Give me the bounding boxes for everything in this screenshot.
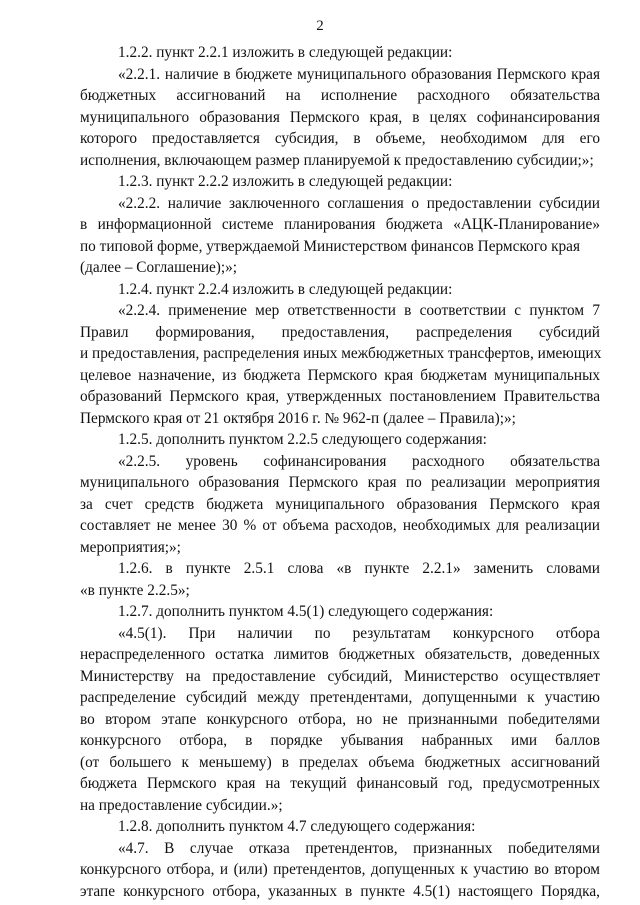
text-line: муниципального образования Пермского края, в целях софинансирования: [80, 108, 600, 126]
text-line: «2.2.1. наличие в бюджете муниципального образования Пермского края: [118, 65, 600, 83]
text-line: «2.2.2. наличие заключенного соглашения о предоставлении субсидии: [118, 194, 600, 212]
text-line: этапе конкурсного отбора, указанных в пункте 4.5(1) настоящего Порядка,: [80, 882, 600, 900]
text-line: целевое назначение, из бюджета Пермского края бюджетам муниципальных: [80, 366, 600, 384]
text-line: и предоставления, распределения иных межбюджетных трансфертов, имеющих: [80, 345, 602, 362]
text-line: бюджетных ассигнований на исполнение расходного обязательства: [80, 87, 600, 104]
text-line: конкурсного отбора, и (или) претендентов, допущенных к участию во втором: [80, 861, 600, 878]
text-line: 1.2.8. дополнить пунктом 4.7 следующего содержания:: [118, 818, 476, 835]
document-body: [80, 42, 600, 902]
text-line: «4.5(1). При наличии по результатам конкурсного отбора: [118, 624, 600, 642]
text-line: (далее – Соглашение);»;: [80, 259, 238, 276]
text-line: на предоставление субсидии.»;: [80, 796, 283, 814]
text-line: образований Пермского края, утвержденных постановлением Правительства: [80, 388, 600, 405]
text-line: за счет средств бюджета муниципального образования Пермского края: [80, 495, 600, 513]
text-line: 1.2.7. дополнить пунктом 4.5(1) следующего содержания:: [118, 603, 494, 620]
text-line: в информационной системе планирования бюджета «АЦК-Планирование»: [80, 216, 600, 233]
page-number: 2: [316, 18, 324, 34]
text-line: Правил формирования, предоставления, распределения субсидий: [80, 323, 600, 341]
text-line: (от большего к меньшему) в пределах объема бюджетных ассигнований: [80, 753, 600, 771]
text-line: 1.2.2. пункт 2.2.1 изложить в следующей редакции:: [118, 44, 453, 61]
text-line: «в пункте 2.2.5»;: [80, 581, 190, 599]
text-line: Пермского края от 21 октября 2016 г. № 962-п (далее – Правила);»;: [80, 409, 516, 427]
text-line: «2.2.4. применение мер ответственности в соответствии с пунктом 7: [118, 302, 600, 319]
text-line: конкурсного отбора, в порядке убывания набранных ими баллов: [80, 732, 600, 749]
text-line: 1.2.4. пункт 2.2.4 изложить в следующей редакции:: [118, 280, 453, 298]
text-line: муниципального образования Пермского края по реализации мероприятия: [80, 474, 600, 491]
text-line: бюджета Пермского края на текущий финансовый год, предусмотренных: [80, 775, 600, 792]
text-line: исполнения, включающем размер планируемой к предоставлению субсидии;»;: [80, 151, 594, 169]
text-line: «2.2.5. уровень софинансирования расходного обязательства: [118, 452, 600, 470]
text-line: нераспределенного остатка лимитов бюджетных обязательств, доведенных: [80, 646, 600, 663]
text-line: распределение субсидий между претендентами, допущенными к участию: [80, 689, 600, 706]
text-line: составляет не менее 30 % от объема расходов, необходимых для реализации: [80, 517, 600, 534]
text-line: по типовой форме, утверждаемой Министерством финансов Пермского края: [80, 237, 580, 255]
text-line: во втором этапе конкурсного отбора, но не признанными победителями: [80, 710, 600, 728]
text-line: Министерству на предоставление субсидий, Министерство осуществляет: [80, 667, 600, 685]
text-line: мероприятия;»;: [80, 538, 181, 556]
text-line: «4.7. В случае отказа претендентов, признанных победителями: [118, 839, 600, 857]
text-line: 1.2.6. в пункте 2.5.1 слова «в пункте 2.2.1» заменить словами: [118, 560, 600, 577]
text-line: 1.2.5. дополнить пунктом 2.2.5 следующего содержания:: [118, 431, 487, 448]
text-line: которого предоставляется субсидия, в объеме, необходимом для его: [80, 130, 600, 147]
text-line: 1.2.3. пункт 2.2.2 изложить в следующей редакции:: [118, 173, 453, 190]
